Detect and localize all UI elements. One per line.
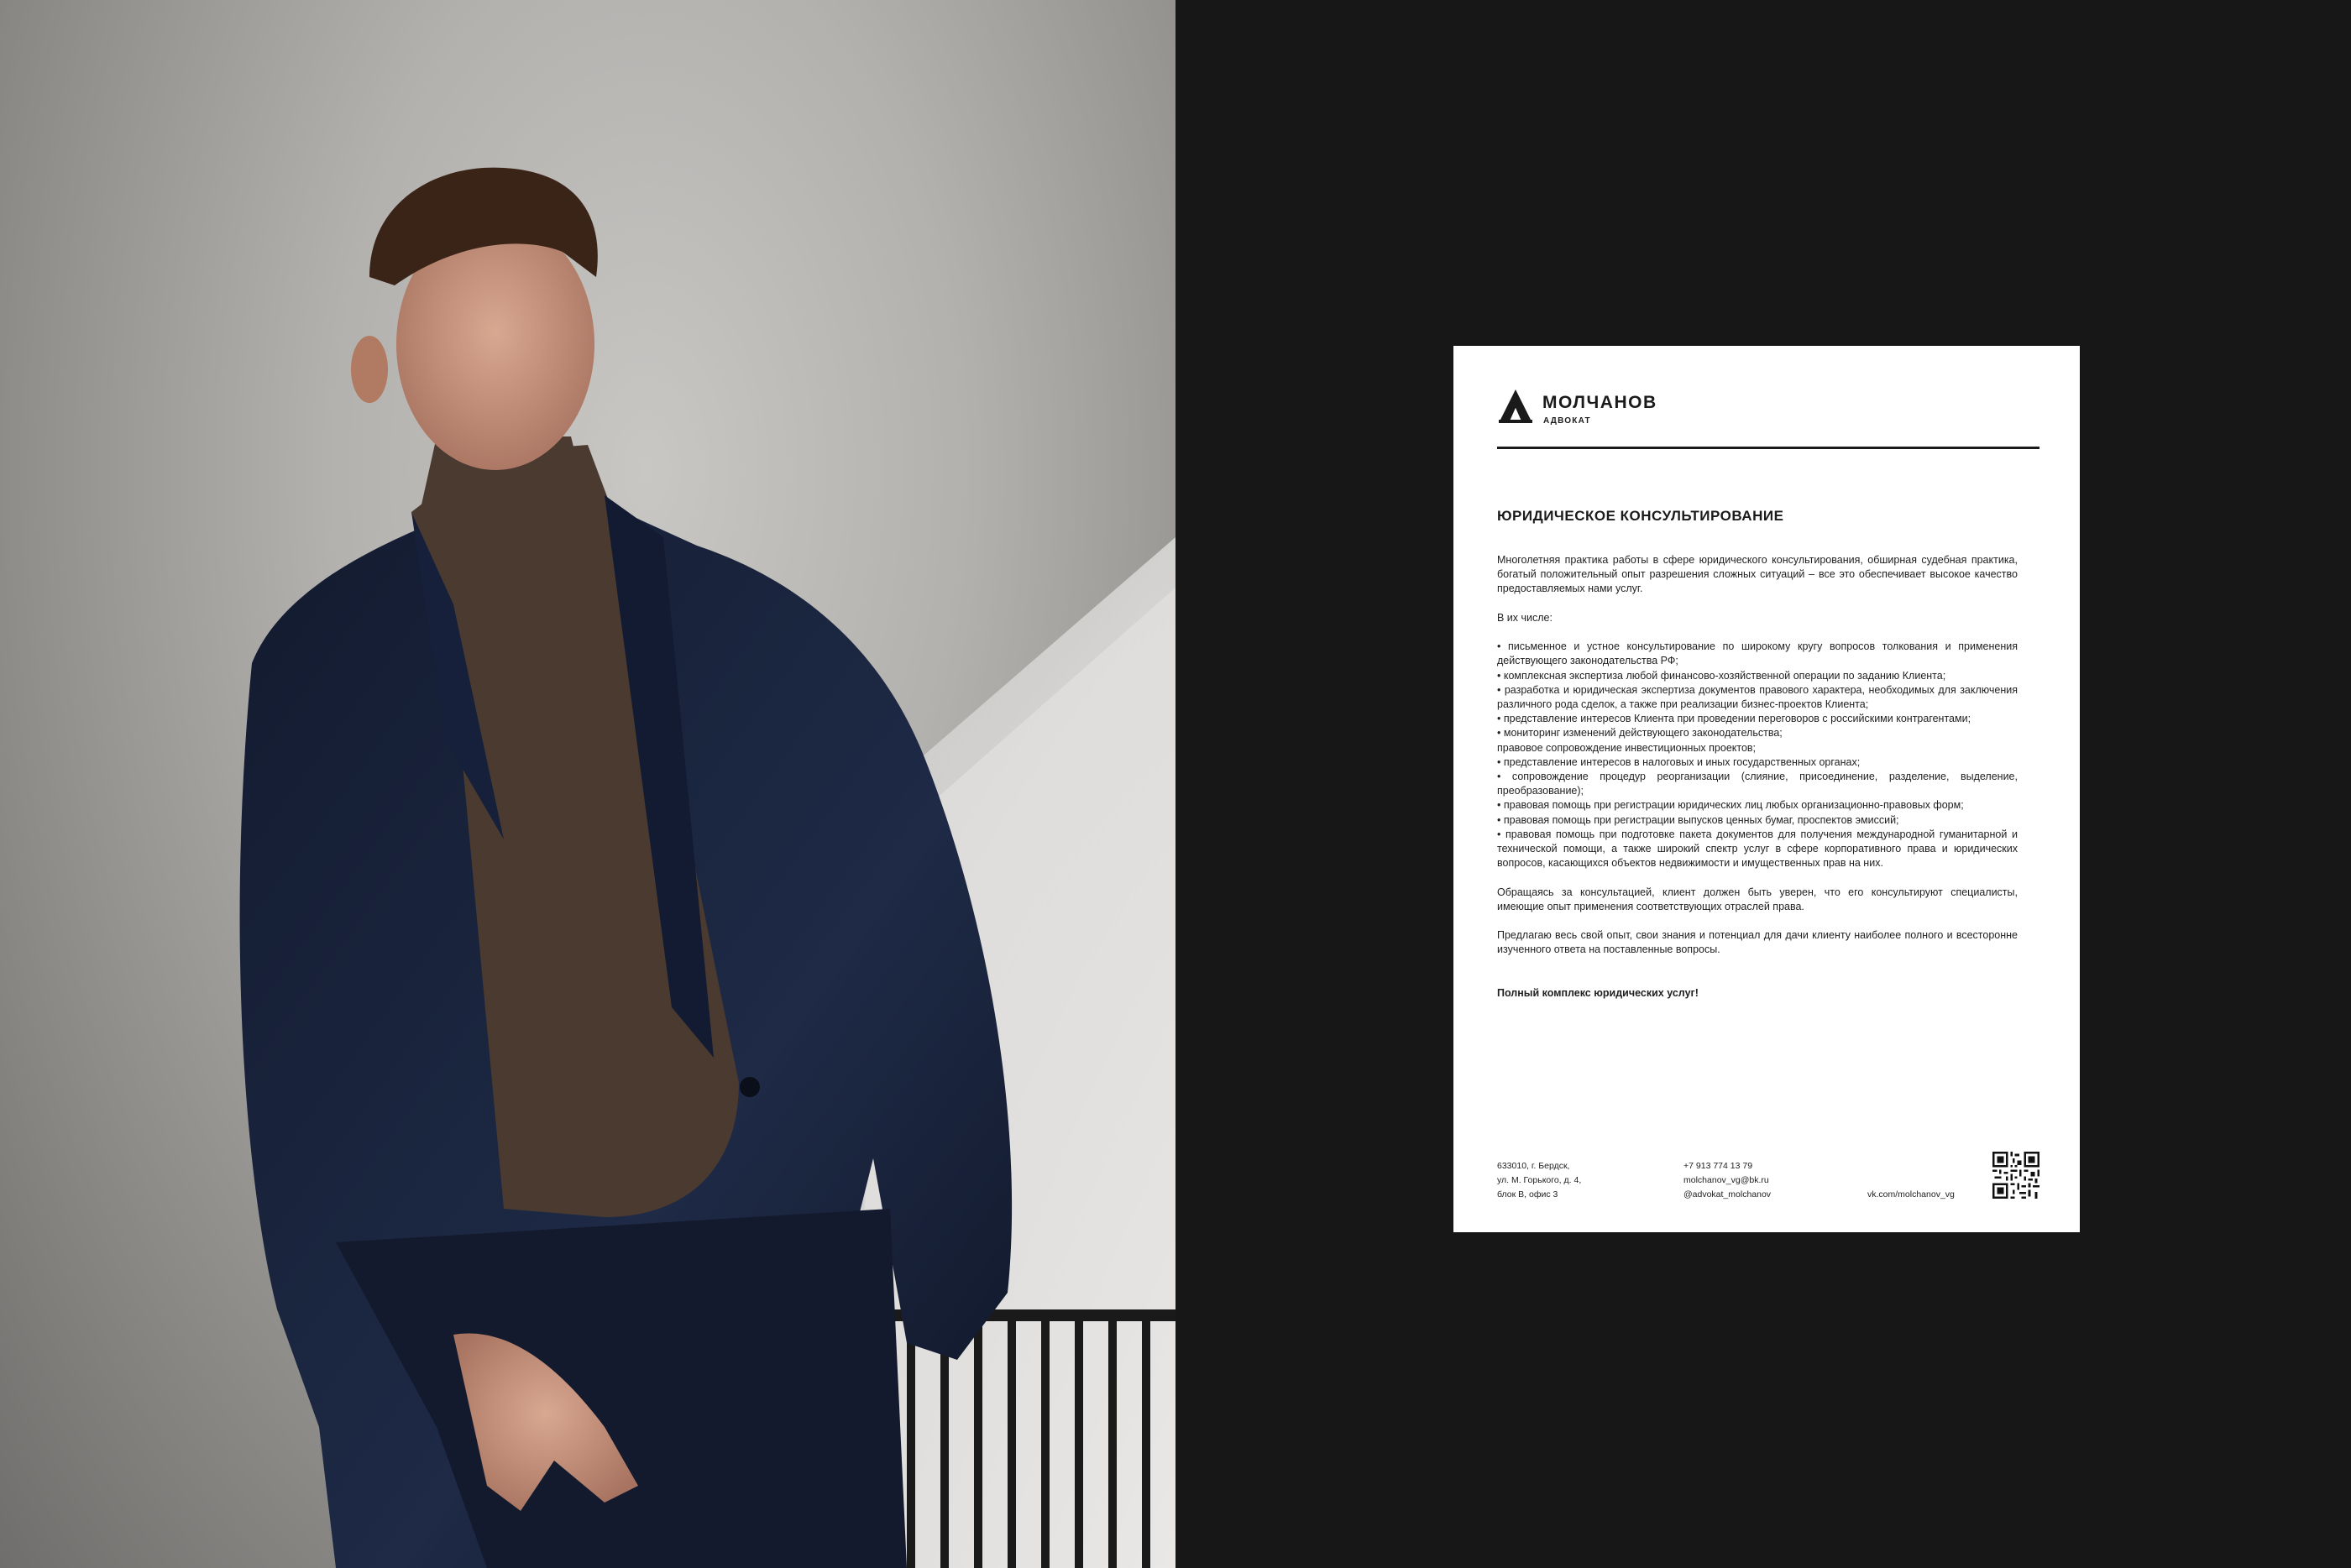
document-title: ЮРИДИЧЕСКОЕ КОНСУЛЬТИРОВАНИЕ bbox=[1497, 508, 1784, 524]
letterhead-document bbox=[1453, 346, 2080, 1232]
address-line: блок В, офис 3 bbox=[1497, 1189, 1558, 1200]
intro-paragraph: Многолетняя практика работы в сфере юридического консультирования, обширная судебная практика, богатый положительный опыт разрешения сложных ситуаций – все это обеспечивает высокое качество предоставляемых нами услуг. bbox=[1497, 554, 2018, 595]
paragraph-offer: Предлагаю весь свой опыт, свои знания и потенциал для дачи клиенту наиболее полного и всесторонне изученного ответа на поставленные вопросы. bbox=[1497, 929, 2018, 956]
vk-link: vk.com/molchanov_vg bbox=[1867, 1189, 1955, 1200]
brand-subtitle: АДВОКАТ bbox=[1543, 416, 1591, 426]
email-address: molchanov_vg@bk.ru bbox=[1683, 1175, 1769, 1185]
address-line: 633010, г. Бердск, bbox=[1497, 1161, 1570, 1171]
list-item: • правовая помощь при регистрации выпусков ценных бумаг, проспектов эмиссий; bbox=[1497, 813, 1899, 826]
list-heading: В их числе: bbox=[1497, 611, 1552, 624]
list-item: • мониторинг изменений действующего законодательства; bbox=[1497, 727, 1783, 740]
header-divider bbox=[1497, 447, 2039, 449]
contacts-block bbox=[1683, 1159, 1771, 1202]
services-list bbox=[1497, 640, 2018, 870]
paragraph-consultation: Обращаясь за консультацией, клиент должен быть уверен, что его консультируют специалисты, имеющие опыт применения соответствующих отраслей права. bbox=[1497, 886, 2018, 912]
list-item: • письменное и устное консультирование по широкому кругу вопросов толкования и применения действующего законодательства РФ; bbox=[1497, 640, 2018, 667]
list-item: • представление интересов Клиента при проведении переговоров с российскими контрагентами; bbox=[1497, 713, 1971, 725]
qr-code-icon bbox=[1992, 1152, 2039, 1199]
document-body bbox=[1497, 553, 2018, 1001]
triangle-a-logo-icon bbox=[1497, 388, 1534, 425]
list-item: • правовая помощь при подготовке пакета документов для получения международной гуманитарной и технической помощи, а также широкий спектр услуг в сфере корпоративного права и юридических вопросов, касающихся объектов недвижимости и имущественных прав на них. bbox=[1497, 828, 2018, 870]
brand-name: МОЛЧАНОВ bbox=[1542, 393, 1657, 412]
list-item: • сопровождение процедур реорганизации (слияние, присоединение, разделение, выделение, преобразование); bbox=[1497, 771, 2018, 797]
address-block bbox=[1497, 1159, 1581, 1202]
list-item: • комплексная экспертиза любой финансово-хозяйственной операции по заданию Клиента; bbox=[1497, 669, 1946, 682]
address-line: ул. М. Горького, д. 4, bbox=[1497, 1175, 1582, 1185]
phone-number: +7 913 774 13 79 bbox=[1683, 1161, 1753, 1171]
list-item: • правовая помощь при регистрации юридических лиц любых организационно-правовых форм; bbox=[1497, 799, 1964, 812]
instagram-handle: @advokat_molchanov bbox=[1683, 1189, 1772, 1200]
list-item: правовое сопровождение инвестиционных проектов; bbox=[1497, 741, 1757, 754]
list-item: • разработка и юридическая экспертиза документов правового характера, необходимых для заключения различного рода сделок, а также при реализации бизнес-проектов Клиента; bbox=[1497, 683, 2018, 710]
closing-line: Полный комплекс юридических услуг! bbox=[1497, 987, 1699, 999]
list-item: • представление интересов в налоговых и иных государственных органах; bbox=[1497, 755, 1861, 768]
document-footer bbox=[1497, 1145, 2039, 1204]
